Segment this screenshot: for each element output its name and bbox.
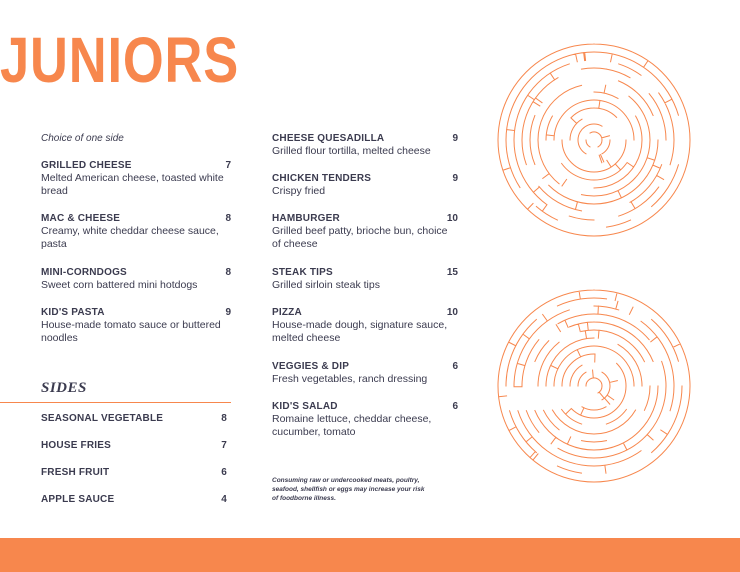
side-price: 6 <box>221 467 227 478</box>
maze-paths <box>498 44 690 236</box>
side-name: SEASONAL VEGETABLE <box>41 413 164 424</box>
item-name: VEGGIES & DIP <box>272 361 350 372</box>
item-price: 6 <box>452 361 458 372</box>
item-name: CHEESE QUESADILLA <box>272 133 385 144</box>
menu-item <box>272 213 458 251</box>
side-price: 4 <box>221 494 227 505</box>
side-name: FRESH FRUIT <box>41 467 110 478</box>
circular-maze-icon <box>496 42 692 238</box>
side-name: HOUSE FRIES <box>41 440 111 451</box>
side-item <box>41 467 227 478</box>
item-name: MINI-CORNDOGS <box>41 267 127 278</box>
item-name: PIZZA <box>272 307 302 318</box>
menu-item <box>41 267 231 292</box>
menu-item <box>272 267 458 292</box>
item-price: 9 <box>452 173 458 184</box>
side-item <box>41 494 227 505</box>
item-description: Grilled flour tortilla, melted cheese <box>272 145 431 157</box>
item-price: 7 <box>225 160 231 171</box>
item-description: Melted American cheese, toasted white bread <box>41 172 224 197</box>
item-price: 9 <box>452 133 458 144</box>
menu-item <box>272 307 458 345</box>
item-price: 10 <box>446 213 458 224</box>
sides-heading: SIDES <box>41 380 87 396</box>
side-name: APPLE SAUCE <box>41 494 115 505</box>
item-description: House-made tomato sauce or buttered noodles <box>41 319 221 344</box>
menu-item <box>272 133 458 158</box>
item-price: 8 <box>225 267 231 278</box>
item-description: House-made dough, signature sauce, melted cheese <box>272 319 448 344</box>
circular-maze-icon <box>496 288 692 484</box>
maze-paths <box>498 290 690 482</box>
item-name: HAMBURGER <box>272 213 340 224</box>
item-price: 9 <box>225 307 231 318</box>
item-description: Creamy, white cheddar cheese sauce, pasta <box>41 225 219 250</box>
item-description: Grilled beef patty, brioche bun, choice of cheese <box>272 225 448 250</box>
menu-item <box>41 307 231 345</box>
sides-divider <box>0 402 231 403</box>
side-item <box>41 413 227 424</box>
item-name: MAC & CHEESE <box>41 213 121 224</box>
side-price: 7 <box>221 440 227 451</box>
page-title: JUNIORS <box>0 24 240 96</box>
item-description: Grilled sirloin steak tips <box>272 279 380 291</box>
item-name: STEAK TIPS <box>272 267 333 278</box>
menu-item <box>272 173 458 198</box>
item-description: Fresh vegetables, ranch dressing <box>272 373 428 385</box>
side-price: 8 <box>221 413 227 424</box>
menu-item <box>41 160 231 198</box>
item-price: 8 <box>225 213 231 224</box>
menu-item <box>272 401 458 439</box>
footer-band <box>0 538 740 572</box>
item-name: GRILLED CHEESE <box>41 160 132 171</box>
item-name: KID'S SALAD <box>272 401 338 412</box>
item-description: Romaine lettuce, cheddar cheese, cucumber, tomato <box>272 413 432 438</box>
item-price: 15 <box>446 267 458 278</box>
item-name: KID'S PASTA <box>41 307 105 318</box>
menu-item <box>272 361 458 386</box>
item-description: Crispy fried <box>272 185 326 197</box>
menu-item <box>41 213 231 251</box>
item-price: 6 <box>452 401 458 412</box>
food-safety-disclaimer: Consuming raw or undercooked meats, poultry, seafood, shellfish or eggs may increase your risk of foodborne illness. <box>272 477 425 502</box>
item-name: CHICKEN TENDERS <box>272 173 372 184</box>
side-note: Choice of one side <box>41 133 124 144</box>
side-item <box>41 440 227 451</box>
item-description: Sweet corn battered mini hotdogs <box>41 279 198 291</box>
item-price: 10 <box>446 307 458 318</box>
